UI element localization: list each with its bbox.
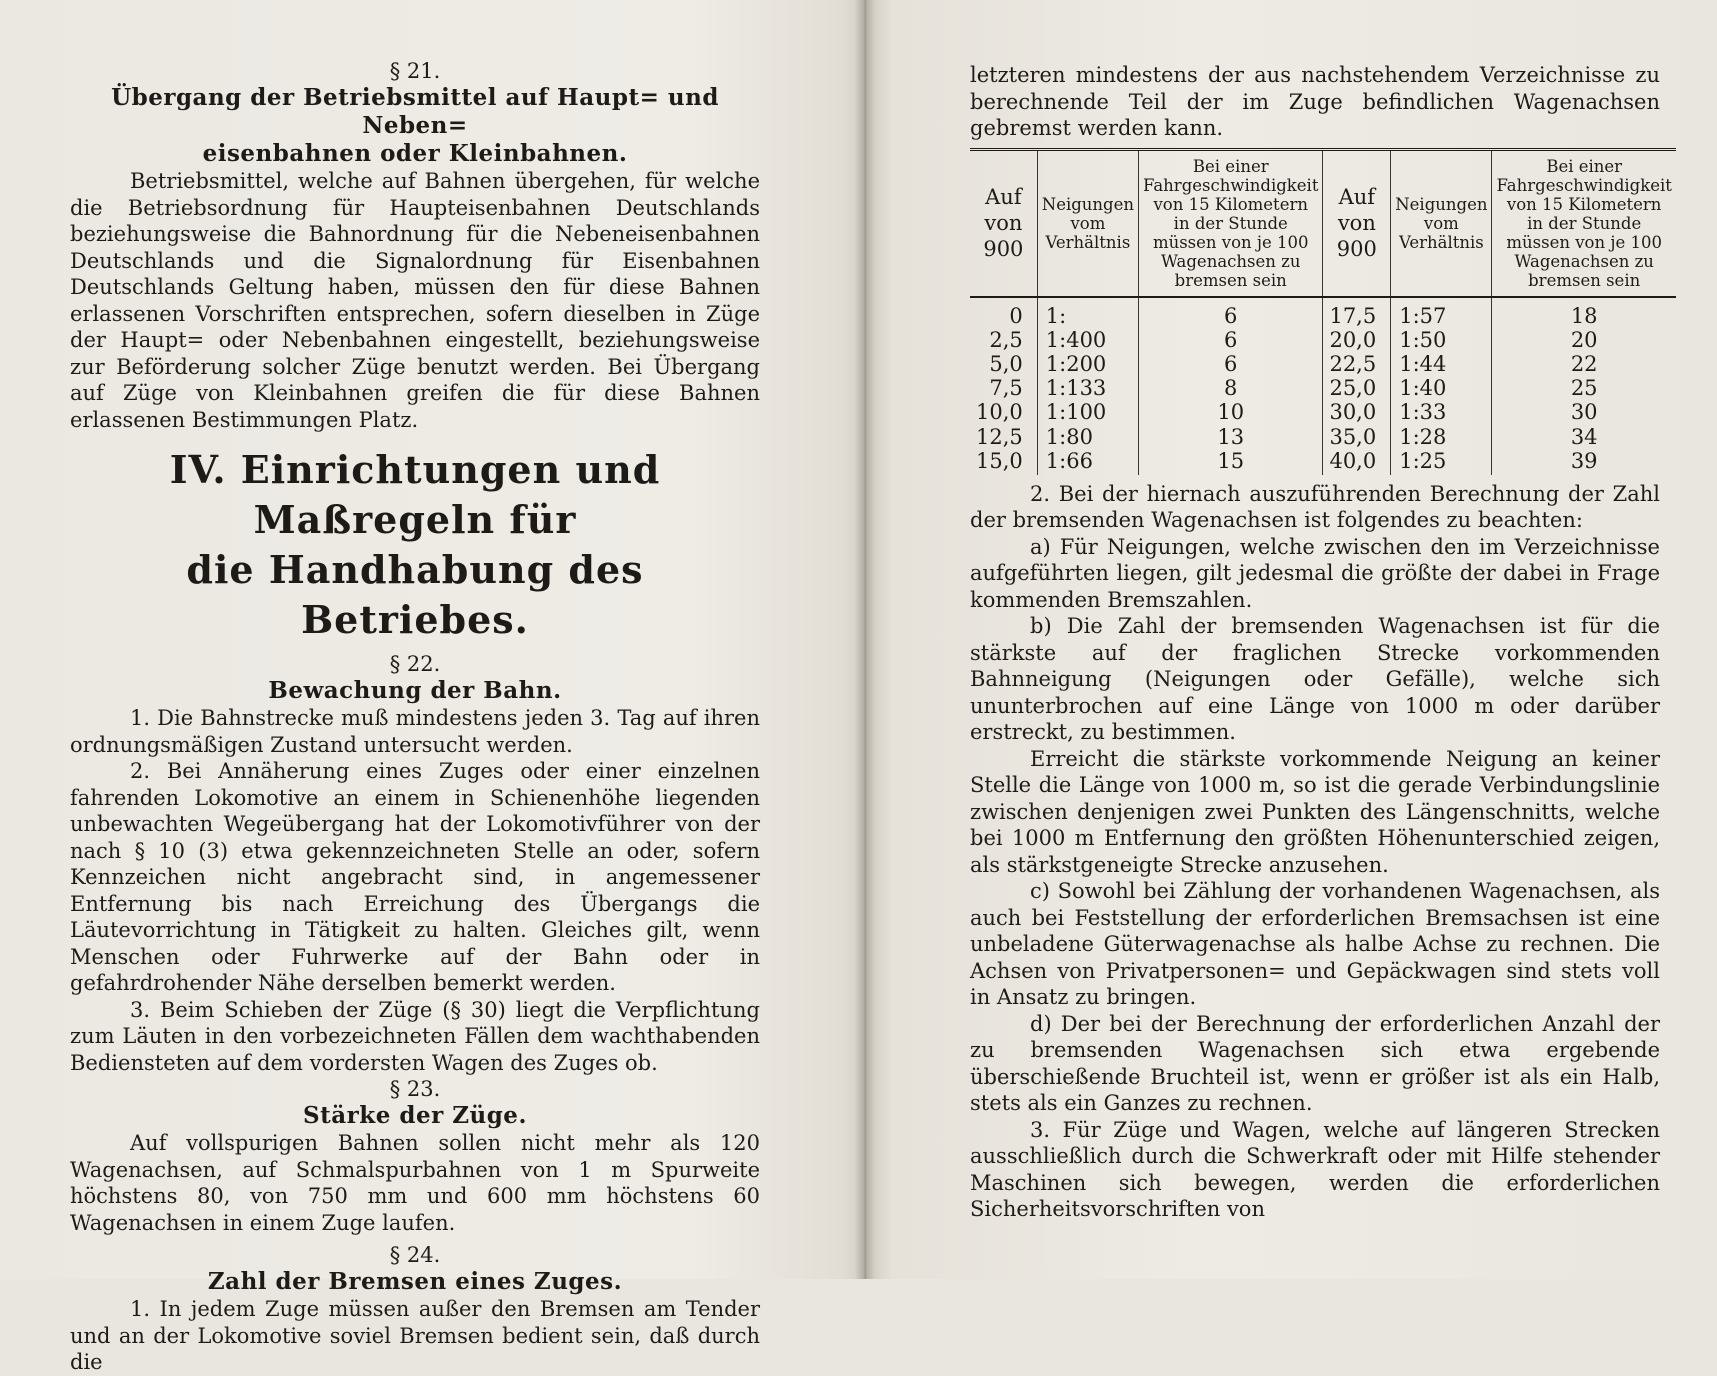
cell-bremsen-2: 18 <box>1492 297 1676 328</box>
paragraph-2c: c) Sowohl bei Zählung der vorhandenen Wagenachsen, als auch bei Feststellung der erforderlichen Bremsachsen ist eine unbeladene Güterwagenachse als halbe Achse zu rechnen. Die Achsen von Privatpersonen= und Gepäckwagen sind stets voll in Ansatz zu bringen. <box>970 879 1660 1010</box>
cell-neigung-2: 1:44 <box>1391 352 1492 376</box>
section-24-title: Zahl der Bremsen eines Zuges. <box>207 1268 623 1295</box>
brake-table-header-row <box>970 149 1676 297</box>
cell-neigung: 1:80 <box>1037 425 1138 449</box>
cell-neigung-2: 1:25 <box>1391 449 1492 475</box>
cell-bremsen-2: 25 <box>1492 376 1676 400</box>
cell-neigung: 1:133 <box>1037 376 1138 400</box>
cell-neigung: 1:100 <box>1037 400 1138 424</box>
cell-bremsen: 8 <box>1139 376 1323 400</box>
header-auf-von-900: Auf von 900 <box>983 185 1024 261</box>
table-row <box>970 352 1676 376</box>
cell-bremsen: 10 <box>1139 400 1323 424</box>
header-bremsen: Bei einer Fahrgeschwindigkeit von 15 Kilometern in der Stunde müssen von je 100 Wagenachsen zu bremsen sein <box>1139 149 1323 297</box>
cell-neigung: 1: <box>1037 297 1138 328</box>
cell-auf-von-900: 5,0 <box>989 351 1023 376</box>
table-row <box>970 425 1676 449</box>
cell-bremsen-2: 22 <box>1492 352 1676 376</box>
cell-neigung-2: 1:57 <box>1391 297 1492 328</box>
cell-auf-von-900: 15,0 <box>976 448 1023 473</box>
section-22-paragraph-3: 3. Beim Schieben der Züge (§ 30) liegt die Verpflichtung zum Läuten in den vorbezeichneten Fällen dem wachthabenden Bediensteten auf dem vordersten Wagen des Zuges ob. <box>70 997 760 1075</box>
brake-table <box>970 148 1676 475</box>
cell-bremsen: 15 <box>1139 449 1323 475</box>
header-auf-von-900-2: Auf von 900 <box>1323 149 1391 297</box>
section-22-number: § 22. <box>389 652 441 676</box>
left-column <box>70 58 760 1376</box>
paragraph-2: 2. Bei der hiernach auszuführenden Berechnung der Zahl der bremsenden Wagenachsen ist folgendes zu beachten: <box>970 481 1660 533</box>
section-22-title: Bewachung der Bahn. <box>268 677 562 704</box>
cell-auf-von-900: 12,5 <box>976 424 1023 449</box>
cell-auf-von-900: 7,5 <box>989 376 1023 401</box>
paragraph-2d: d) Der bei der Berechnung der erforderlichen Anzahl der zu bremsenden Wagenachsen sich etwa ergebende überschießende Bruchteil ist, wenn er größer ist als ein Halb, stets als ein Ganzes zu rechnen. <box>970 1011 1660 1116</box>
chapter-title-line2: die Handhabung des Betriebes. <box>186 547 644 642</box>
section-21-text: Betriebsmittel, welche auf Bahnen übergehen, für welche die Betriebsordnung für Haupteisenbahnen Deutschlands beziehungsweise die Bahnordnung für die Nebeneisenbahnen Deutschlands und die Signalordnung für Eisenbahnen Deutschlands Geltung haben, müssen den für diese Bahnen erlassenen Vorschriften entsprechen, sofern dieselben in Züge der Haupt= oder Nebenbahnen eingestellt, beziehungsweise zur Beförderung solcher Züge benutzt werden. Bei Übergang auf Züge von Kleinbahnen greifen die für diese Bahnen erlassenen Bestimmungen Platz. <box>70 169 760 432</box>
table-row <box>970 297 1676 328</box>
cell-auf-von-900-2: 20,0 <box>1323 328 1391 352</box>
section-23-title: Stärke der Züge. <box>303 1102 527 1129</box>
paragraph-2a: a) Für Neigungen, welche zwischen den im Verzeichnisse aufgeführten liegen, gilt jedesmal die größte der dabei in Frage kommenden Bremszahlen. <box>970 534 1660 612</box>
cell-neigung-2: 1:40 <box>1391 376 1492 400</box>
section-21-title-line2: eisenbahnen oder Kleinbahnen. <box>202 140 628 167</box>
section-23-text: Auf vollspurigen Bahnen sollen nicht mehr als 120 Wagenachsen, auf Schmalspurbahnen von 1 m Spurweite höchstens 80, von 750 mm und 600 mm höchstens 60 Wagenachsen in einem Zuge laufen. <box>70 1131 760 1235</box>
cell-bremsen: 6 <box>1139 352 1323 376</box>
section-24-paragraph-1: 1. In jedem Zuge müssen außer den Bremsen am Tender und an der Lokomotive soviel Bremsen bedient sein, daß durch die <box>70 1297 760 1374</box>
cell-auf-von-900-2: 25,0 <box>1323 376 1391 400</box>
section-22-paragraph-1: 1. Die Bahnstrecke muß mindestens jeden 3. Tag auf ihren ordnungsmäßigen Zustand untersucht werden. <box>70 706 760 757</box>
table-row <box>970 400 1676 424</box>
cell-auf-von-900: 0 <box>1009 303 1023 328</box>
header-bremsen-2: Bei einer Fahrgeschwindigkeit von 15 Kilometern in der Stunde müssen von je 100 Wagenachsen zu bremsen sein <box>1492 149 1676 297</box>
cell-neigung-2: 1:50 <box>1391 328 1492 352</box>
paragraph-3: 3. Für Züge und Wagen, welche auf längeren Strecken ausschließlich durch die Schwerkraft oder mit Hilfe stehender Maschinen sich bewegen, werden die erforderlichen Sicherheitsvorschriften von <box>970 1117 1660 1222</box>
paragraph-2b: b) Die Zahl der bremsenden Wagenachsen ist für die stärkste auf der fraglichen Strecke vorkommenden Bahnneigung (Neigungen oder Gefälle), welche sich ununterbrochen auf eine Länge von 1000 m oder darüber erstreckt, zu bestimmen. <box>970 614 1660 745</box>
right-column <box>970 62 1672 1223</box>
cell-auf-von-900-2: 22,5 <box>1323 352 1391 376</box>
cell-auf-von-900: 10,0 <box>976 400 1023 425</box>
section-23-number: § 23. <box>389 1077 441 1101</box>
table-row <box>970 376 1676 400</box>
cell-neigung: 1:200 <box>1037 352 1138 376</box>
cell-auf-von-900-2: 30,0 <box>1323 400 1391 424</box>
cell-bremsen-2: 30 <box>1492 400 1676 424</box>
section-24-number: § 24. <box>389 1243 441 1267</box>
cell-neigung: 1:400 <box>1037 328 1138 352</box>
table-intro-text: letzteren mindestens der aus nachstehendem Verzeichnisse zu berechnende Teil der im Zuge befindlichen Wagenachsen gebremst werden kann. <box>970 63 1660 140</box>
cell-bremsen-2: 20 <box>1492 328 1676 352</box>
cell-neigung-2: 1:33 <box>1391 400 1492 424</box>
table-row <box>970 328 1676 352</box>
cell-bremsen: 6 <box>1139 328 1323 352</box>
cell-auf-von-900: 2,5 <box>989 327 1023 352</box>
cell-bremsen: 13 <box>1139 425 1323 449</box>
chapter-title-line1: IV. Einrichtungen und Maßregeln für <box>169 447 661 542</box>
cell-auf-von-900-2: 40,0 <box>1323 449 1391 475</box>
cell-auf-von-900-2: 35,0 <box>1323 425 1391 449</box>
paragraph-2b-continued: Erreicht die stärkste vorkommende Neigung an keiner Stelle die Länge von 1000 m, so ist die gerade Verbindungslinie zwischen denjenigen zwei Punkten des Längenschnitts, welche bei 1000 m Entfernung den größten Höhenunterschied zeigen, als stärkstgeneigte Strecke anzusehen. <box>970 746 1660 877</box>
brake-table-body <box>970 297 1676 475</box>
right-page <box>870 0 1717 1279</box>
section-21-title-line1: Übergang der Betriebsmittel auf Haupt= und Neben= <box>111 84 719 139</box>
cell-bremsen-2: 34 <box>1492 425 1676 449</box>
cell-bremsen-2: 39 <box>1492 449 1676 475</box>
cell-neigung: 1:66 <box>1037 449 1138 475</box>
header-neigungen-2: Neigungen vom Verhältnis <box>1391 149 1492 297</box>
table-row <box>970 449 1676 475</box>
cell-neigung-2: 1:28 <box>1391 425 1492 449</box>
section-22-paragraph-2: 2. Bei Annäherung eines Zuges oder einer einzelnen fahrenden Lokomotive an einem in Schienenhöhe liegenden unbewachten Wegeübergang hat der Lokomotivführer von der nach § 10 (3) etwa gekennzeichneten Stelle an oder, sofern Kennzeichen nicht angebracht sind, in angemessener Entfernung bis nach Erreichung des Übergangs die Läutevorrichtung in Tätigkeit zu halten. Gleiches gilt, wenn Menschen oder Fuhrwerke auf der Bahn oder in gefahrdrohender Nähe derselben bemerkt werden. <box>70 759 760 995</box>
cell-auf-von-900-2: 17,5 <box>1323 297 1391 328</box>
section-21-number: § 21. <box>389 59 441 83</box>
header-neigungen: Neigungen vom Verhältnis <box>1037 149 1138 297</box>
cell-bremsen: 6 <box>1139 297 1323 328</box>
